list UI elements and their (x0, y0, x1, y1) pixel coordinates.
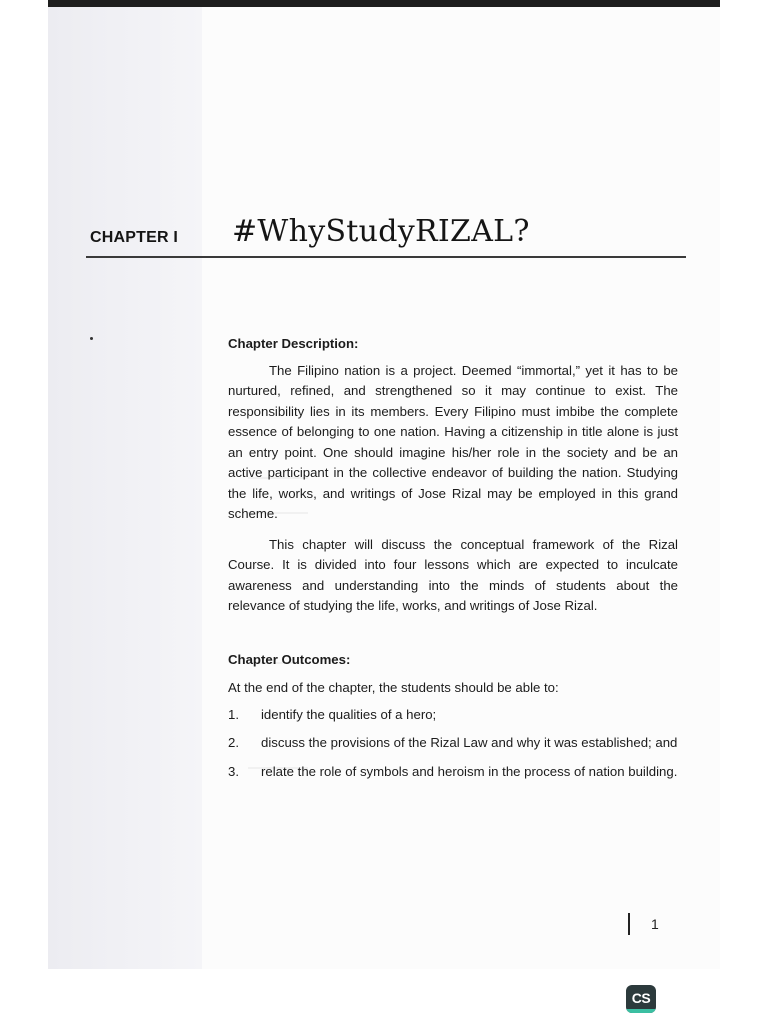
outcomes-heading: Chapter Outcomes: (228, 651, 351, 667)
top-scan-edge (48, 0, 720, 7)
list-item-text: identify the qualities of a hero; (261, 706, 437, 722)
page-gutter-shadow (48, 7, 202, 969)
speck (90, 337, 93, 340)
camscanner-badge-icon[interactable] (626, 985, 656, 1013)
chapter-content (228, 334, 678, 790)
list-item-text: relate the role of symbols and heroism in the process of nation building. (261, 763, 678, 779)
camscanner-badge-label: CS (631, 990, 651, 1006)
list-item (228, 705, 678, 726)
list-item (228, 762, 678, 783)
chapter-title: #WhyStudyRIZAL? (232, 214, 530, 249)
list-item-number: 2. (228, 735, 239, 750)
list-item (228, 733, 678, 754)
chapter-label: CHAPTER I (90, 229, 179, 246)
description-paragraph: This chapter will discuss the conceptual framework of the Rizal Course. It is divided into four lessons which are expected to inculcate awareness and understanding into the minds of students about the relevance of studying the life, works, and writings of Jose Rizal. (228, 536, 678, 613)
list-item-number: 3. (228, 763, 239, 779)
outcomes-intro: At the end of the chapter, the students should be able to: (228, 680, 559, 695)
page-number-divider (628, 913, 630, 935)
list-item-number: 1. (228, 706, 239, 722)
title-underline (86, 256, 686, 258)
description-heading: Chapter Description: (228, 336, 359, 351)
list-item-text: discuss the provisions of the Rizal Law and why it was established; and (261, 735, 678, 750)
description-paragraph: The Filipino nation is a project. Deemed “immortal,” yet it has to be nurtured, refined, and strengthened so it may continue to exist. The responsibility lies in its members. Every Filipino must imbibe the complete essence of belonging to one nation. Having a citizenship in title alone is just an entry point. One should imagine his/her role in the society and be an active participant in the collective endeavor of building the nation. Studying the life, works, and writings of Jose Rizal may be employed in this grand scheme. (228, 362, 678, 521)
page-number: 1 (651, 916, 659, 932)
outcomes-list (228, 705, 678, 783)
